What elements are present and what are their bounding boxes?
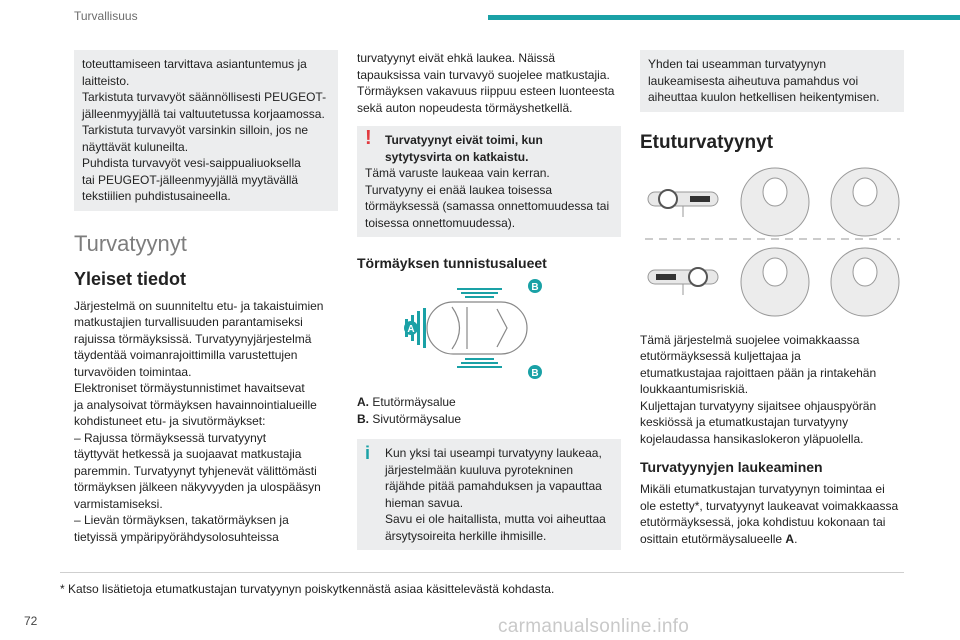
text-line: loukkaantumisriskiä. (640, 382, 749, 396)
text-line: Turvatyynyt eivät toimi, kun (385, 133, 543, 147)
noise-note-box (640, 50, 904, 112)
text-line: tai PEUGEOT-jälleenmyyjällä myytävällä (82, 172, 299, 187)
text-line: sytytysvirta on katkaistu. (385, 149, 529, 164)
text-line: Tarkistuta turvavyöt säännöllisesti PEUGEOT- (82, 90, 327, 104)
text-line: näyttävät kuluneilta. (82, 139, 189, 154)
general-info-text (74, 298, 338, 546)
text-line: kohdistuneet etu- ja sivutörmäykset: (74, 414, 266, 428)
section-header: Turvallisuus (74, 9, 138, 23)
text-line: jälleenmyyjällä tai valtuutetussa korjaamossa. (82, 106, 325, 121)
text-line: täydentää voimanrajoittimilla varustettujen (74, 348, 298, 362)
text-line: Kuljettajan turvatyyny sijaitsee ohjauspyörän (640, 398, 877, 413)
footnote: * Katso lisätietoja etumatkustajan turvatyynyn poiskytkennästä asiaa käsittelevästä kohdasta. (60, 582, 555, 596)
text-line: Savu ei ole haitallista, mutta voi aiheuttaa (385, 512, 606, 526)
zone-label-b-top (528, 279, 542, 293)
text-line: Mikäli etumatkustajan turvatyynyn toimintaa ei (640, 482, 885, 496)
front-airbags-text (640, 332, 904, 448)
text-line: törmäyksessä (samassa onnettomuudessa tai (365, 199, 610, 213)
text-line: törmäyksen jälkeen näkyvyyden ja ulospääsyn (74, 480, 321, 494)
deployment-text: Mikäli etumatkustajan turvatyynyn toimintaa ei ole estetty*, turvatyynyt laukeavat voimakkaassa etutörmäyksessä, joka kohdistuu kokonaan tai osittain etutörmäysalueelle A. (640, 482, 899, 546)
text-line: matkustajien turvallisuuden parantamiseksi (74, 315, 303, 329)
info-box (357, 439, 621, 550)
text-line: Turvatyyny ei enää laukea toisessa (365, 182, 552, 197)
footnote-divider (60, 572, 904, 573)
text-line: tekstiilien puhdistusaineella. (82, 189, 231, 203)
svg-text:B: B (531, 368, 539, 379)
text-line: laukeamisesta aiheutuva pamahdus voi (648, 73, 859, 88)
deployment-heading: Turvatyynyjen laukeaminen (640, 459, 823, 475)
text-line: Törmäyksen vakavuus riippuu esteen luonteesta (357, 84, 615, 98)
section-title: Turvatyynyt (74, 230, 187, 256)
maintenance-note-text (82, 56, 330, 205)
text-line: paremmin. Turvatyynyt tyhjenevät välittömästi (74, 463, 317, 478)
svg-text:B: B (531, 282, 539, 293)
text-line: tapauksissa vain turvavyö suojelee matkustajia. (357, 67, 610, 82)
dashboard-bottom-icon (648, 268, 718, 295)
text-line: turvavöiden toimintaa. (74, 364, 192, 379)
car-top-view-icon (427, 302, 527, 354)
dashboard-top-icon (648, 190, 718, 217)
general-info-heading: Yleiset tiedot (74, 268, 187, 289)
text-line: Kun yksi tai useampi turvatyyny laukeaa, (385, 446, 602, 460)
text-line: Elektroniset törmäystunnistimet havaitsevat (74, 381, 305, 395)
text-line: etutörmäyksessä kuljettajaa ja (640, 349, 801, 363)
text-line: Tarkistuta turvavyöt varsinkin silloin, jos ne (82, 123, 309, 137)
text-line: keskiössä ja etumatkustajan turvatyyny (640, 415, 849, 429)
warning-box (357, 126, 621, 237)
info-text (385, 445, 613, 544)
maintenance-note-box (74, 50, 338, 211)
text-line: varmistamiseksi. (74, 496, 163, 511)
text-line: osittain etutörmäysalueelle (640, 531, 786, 546)
text-line: toteuttamiseen tarvittava asiantuntemus ja (82, 57, 307, 71)
header-accent-bar (488, 15, 960, 20)
text-line: etumatkustajaa rajoittaen pään ja rintakehän (640, 365, 877, 380)
detection-zones-heading: Törmäyksen tunnistusalueet (357, 255, 547, 271)
text-line: sekä auton nopeudesta törmäyshetkellä. (357, 100, 573, 115)
column-3 (640, 50, 904, 547)
detection-zones-diagram (357, 277, 621, 387)
intro-text (357, 50, 621, 116)
info-icon: i (365, 443, 371, 463)
page-number: 72 (24, 614, 38, 628)
text-line: laitteisto. (82, 73, 130, 88)
text-line: tietyissä ympäripyörähdysolosuhteissa (74, 529, 279, 544)
text-line: ole estetty*, turvatyynyt laukeavat voimakkaassa (640, 498, 899, 513)
text-line: ja analysoivat törmäyksen havainnointialueille (74, 397, 317, 412)
text-line: – Rajussa törmäyksessä turvatyynyt (74, 430, 267, 445)
front-airbags-illustration (640, 162, 904, 317)
zone-label-a (404, 321, 418, 335)
seat-occupant-icon-2 (741, 248, 899, 316)
seat-occupant-icon (741, 168, 899, 236)
text-line: hieman savua. (385, 495, 464, 510)
text-line: Tämä varuste laukeaa vain kerran. (365, 166, 550, 180)
text-line: turvatyynyt eivät ehkä laukea. Näissä (357, 51, 556, 65)
column-2 (357, 50, 621, 550)
noise-note-text (648, 56, 896, 106)
text-line: toisessa onnettomuudessa). (365, 215, 516, 230)
legend-b: B. Sivutörmäysalue (357, 411, 462, 426)
text-line: Puhdista turvavyöt vesi-saippualiuoksella (82, 156, 301, 170)
text-line: rajuissa törmäyksissä. Turvatyynyjärjestelmä (74, 331, 312, 346)
text-line: Järjestelmä on suunniteltu etu- ja takaistuimien (74, 298, 324, 313)
text-line: etutörmäyksessä, joka kohdistuu kokonaan tai (640, 515, 886, 529)
exclamation-icon: ! (365, 127, 372, 149)
legend-a: A. Etutörmäysalue (357, 395, 456, 409)
column-1 (74, 50, 338, 545)
text-line: täyttyvät hetkessä ja suojaavat matkustajia (74, 447, 302, 461)
text-line: – Lievän törmäyksen, takatörmäyksen ja (74, 513, 289, 527)
warning-text (365, 165, 613, 231)
svg-text:A: A (407, 324, 415, 335)
text-line: kojelaudassa hansikaslokeron yläpuolella. (640, 431, 864, 446)
front-airbags-heading: Etuturvatyynyt (640, 131, 774, 153)
text-line: räjähde pitää pamahduksen ja vapauttaa (385, 479, 602, 493)
text-line: järjestelmään kuuluva pyrotekninen (385, 462, 574, 477)
text-line: Tämä järjestelmä suojelee voimakkaassa (640, 332, 860, 347)
text-line: Yhden tai useamman turvatyynyn (648, 57, 827, 71)
text-line: aiheuttaa kuulon hetkellisen heikentymisen. (648, 90, 880, 104)
zone-label-b-bottom (528, 365, 542, 379)
text-line: ärsytysoireita herkille ihmisille. (385, 528, 547, 543)
warning-title (385, 132, 613, 165)
watermark: carmanualsonline.info (498, 616, 690, 637)
